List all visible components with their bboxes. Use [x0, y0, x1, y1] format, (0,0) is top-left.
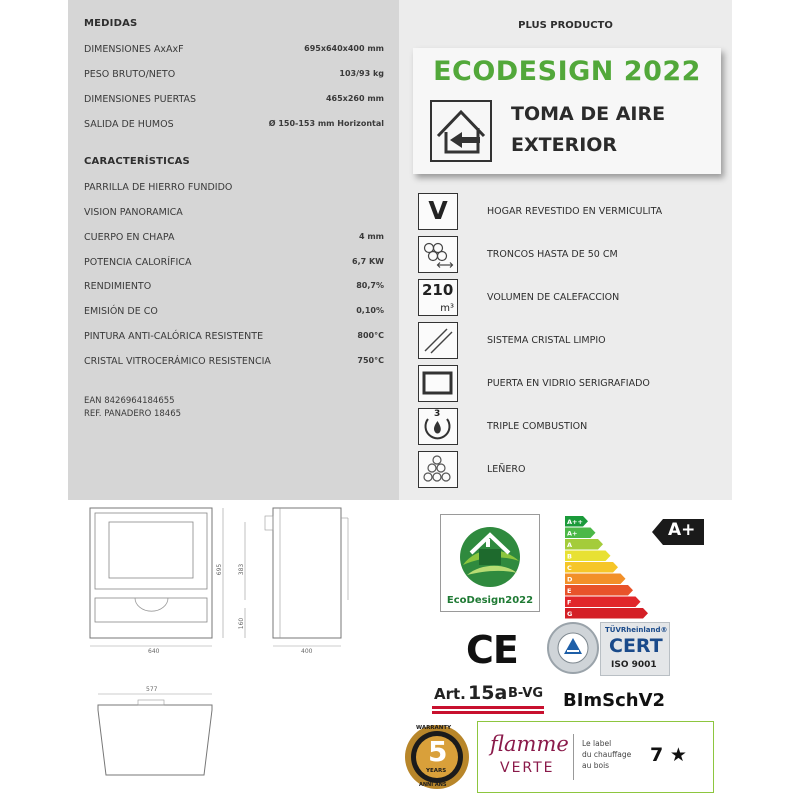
spec-value: 0,10% [356, 306, 384, 315]
specs-panel [68, 0, 399, 500]
spec-row [84, 281, 384, 297]
feature-label: TRONCOS HASTA DE 50 CM [487, 249, 618, 260]
spec-label: EMISIÓN DE CO [84, 306, 158, 317]
energy-bar-B [565, 551, 611, 562]
feature-label: SISTEMA CRISTAL LIMPIO [487, 335, 606, 346]
energy-bar-A+ [565, 528, 596, 539]
feature-label: TRIPLE COMBUSTION [487, 421, 588, 432]
volume-unit: m³ [440, 303, 454, 314]
energy-bar-label: E [567, 587, 572, 595]
energy-bar-label: G [567, 610, 573, 618]
dim-low-label: 160 [238, 617, 246, 630]
warranty-bottom-text: ANNI ANS [419, 782, 447, 788]
tuv-seal-icon [547, 622, 599, 674]
feature-row [415, 236, 725, 276]
feature-label: HOGAR REVESTIDO EN VERMICULITA [487, 206, 663, 217]
spec-row [84, 44, 384, 60]
clean-glass-icon [418, 322, 458, 359]
feature-row [415, 365, 725, 405]
combustion-number: 3 [434, 409, 441, 419]
flamme-text-1: Le label [582, 739, 612, 748]
spec-row [84, 232, 384, 248]
dim-width-label: 640 [148, 648, 160, 655]
ecodesign-subtitle-1: TOMA DE AIRE [511, 103, 666, 125]
spec-value: 6,7 KW [352, 257, 384, 266]
feature-label: PUERTA EN VIDRIO SERIGRAFIADO [487, 378, 650, 389]
spec-value: 103/93 kg [339, 69, 384, 78]
energy-bar-F [565, 597, 641, 608]
energy-bar-label: A++ [567, 518, 583, 526]
spec-row [84, 257, 384, 273]
technical-drawing [68, 500, 399, 800]
warranty-top-text: WARRANTY [416, 725, 452, 731]
feature-row [415, 408, 725, 448]
ref-code: REF. PANADERO 18465 [84, 409, 182, 419]
spec-row [84, 331, 384, 347]
energy-bar-label: A [567, 541, 573, 549]
dim-mid-label: 383 [238, 563, 246, 576]
ean-code: EAN 8426964184655 [84, 396, 175, 406]
spec-value: 750°C [357, 356, 384, 365]
flamme-verte-badge [477, 721, 714, 793]
spec-label: PARRILLA DE HIERRO FUNDIDO [84, 182, 233, 193]
outside-air-icon [430, 100, 492, 162]
spec-label: VISION PANORAMICA [84, 207, 183, 218]
triple-combustion-icon [418, 408, 458, 445]
spec-label: DIMENSIONES PUERTAS [84, 94, 197, 105]
medidas-heading: MEDIDAS [84, 18, 138, 29]
spec-value: 695x640x400 mm [304, 44, 384, 53]
flamme-stars: 7 ★ [650, 744, 687, 766]
feature-label: VOLUMEN DE CALEFACCION [487, 292, 620, 303]
energy-bar-A++ [565, 516, 588, 527]
warranty-seal-icon [404, 723, 470, 791]
energy-bar-C [565, 562, 618, 573]
volume-icon [418, 279, 458, 316]
energy-bar-label: F [567, 598, 572, 607]
tuv-brand: TÜVRheinland® [605, 626, 668, 634]
energy-bar-label: D [567, 575, 573, 584]
dim-height-label: 695 [216, 563, 224, 576]
energy-scale [565, 516, 650, 620]
ecodesign-badge-label: EcoDesign2022 [446, 595, 534, 606]
volume-number: 210 [422, 281, 454, 299]
spec-row [84, 356, 384, 372]
ecodesign-subtitle-2: EXTERIOR [511, 134, 618, 156]
energy-class-label: A+ [668, 520, 696, 540]
flamme-text-3: au bois [582, 761, 610, 770]
feature-row [415, 193, 725, 233]
feature-row [415, 322, 725, 362]
energy-bar-E [565, 585, 633, 596]
spec-value: 465x260 mm [325, 94, 384, 103]
art-label: Art. [434, 685, 466, 703]
spec-label: PESO BRUTO/NETO [84, 69, 176, 80]
spec-label: DIMENSIONES AxAxF [84, 44, 184, 55]
spec-label: CUERPO EN CHAPA [84, 232, 175, 243]
spec-label: SALIDA DE HUMOS [84, 119, 174, 130]
art-suffix: B-VG [508, 686, 544, 701]
ecodesign-title: ECODESIGN 2022 [433, 56, 701, 87]
door-glass-icon [418, 365, 458, 402]
tuv-iso-label: ISO 9001 [611, 660, 657, 670]
energy-bar-label: A+ [567, 529, 578, 538]
logs-icon [418, 236, 458, 273]
feature-row [415, 451, 725, 491]
energy-bars [565, 516, 650, 620]
ecodesign-box [413, 48, 721, 174]
wood-store-icon [418, 451, 458, 488]
tuv-cert-label: CERT [609, 635, 663, 657]
energy-bar-label: B [567, 552, 572, 561]
energy-bar-G [565, 608, 648, 619]
caracteristicas-heading: CARACTERÍSTICAS [84, 156, 190, 167]
spec-label: POTENCIA CALORÍFICA [84, 257, 192, 268]
dim-top-width-label: 577 [146, 686, 158, 693]
verte-word: VERTE [500, 760, 555, 776]
ecodesign-badge [440, 514, 540, 612]
plus-heading: PLUS PRODUCTO [518, 20, 613, 31]
ce-mark: CE [466, 628, 518, 672]
spec-label: RENDIMIENTO [84, 281, 152, 292]
spec-value: Ø 150-153 mm Horizontal [268, 119, 384, 128]
spec-value: 800°C [357, 331, 384, 340]
warranty-number: 5 [428, 735, 448, 768]
tuv-cert-box [600, 622, 670, 676]
art15a-badge [432, 684, 547, 716]
flamme-word: flamme [490, 732, 569, 756]
bimschv2-label: BImSchV2 [563, 690, 666, 711]
spec-label: CRISTAL VITROCERÁMICO RESISTENCIA [84, 356, 271, 367]
spec-row [84, 94, 384, 110]
spec-row [84, 119, 384, 135]
dim-depth-label: 400 [301, 648, 313, 655]
spec-row [84, 207, 384, 223]
spec-value: 80,7% [356, 281, 384, 290]
energy-class-badge [652, 519, 704, 545]
energy-bar-A [565, 539, 603, 550]
warranty-years-text: YEARS [426, 768, 447, 774]
feature-label: LEÑERO [487, 464, 526, 475]
vermiculite-icon: V [418, 193, 458, 230]
spec-row [84, 182, 384, 198]
spec-label: PINTURA ANTI-CALÓRICA RESISTENTE [84, 331, 264, 342]
spec-row [84, 306, 384, 322]
energy-bar-D [565, 574, 626, 585]
flamme-text-2: du chauffage [582, 750, 632, 759]
feature-row [415, 279, 725, 319]
art-number: 15a [468, 682, 508, 704]
spec-value: 4 mm [358, 232, 384, 241]
spec-row [84, 69, 384, 85]
energy-bar-label: C [567, 564, 572, 572]
